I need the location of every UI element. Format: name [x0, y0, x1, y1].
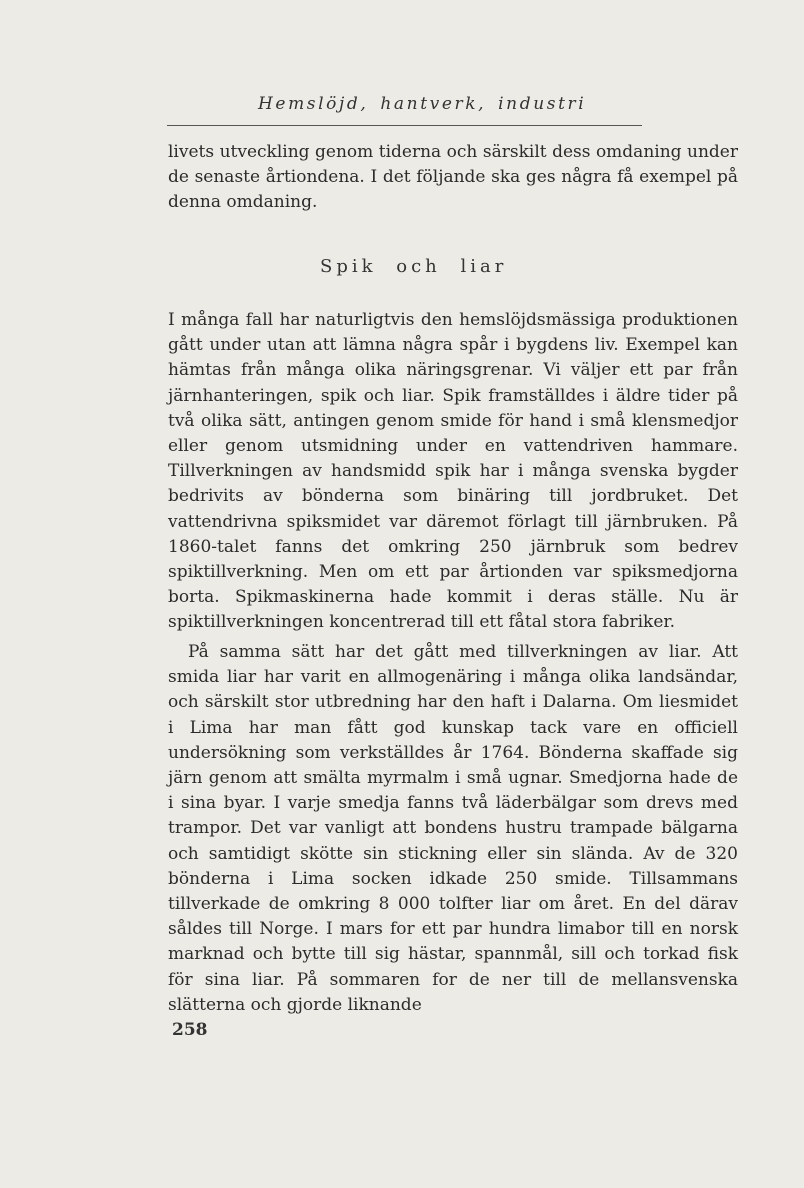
intro-paragraph: livets utveckling genom tiderna och särskilt dess omdaning under de senaste årtiondena. I det följande ska ges några få exempel på denna omdaning.	[168, 142, 738, 213]
section-title: Spik och liar	[320, 256, 508, 277]
running-head: Hemslöjd, hantverk, industri	[258, 94, 587, 114]
header-rule	[167, 125, 642, 126]
body-paragraph-2: På samma sätt har det gått med tillverkningen av liar. Att smida liar har varit en allmogenäring i många olika landsändar, och särskilt stor utbredning har den haft i Dalarna. Om liesmidet i Lima har man fått god kunskap tack vare en officiell undersökning som verkställdes år 1764. Bönderna skaffade sig järn genom att smälta myrmalm i små ugnar. Smedjorna hade de i sina byar. I varje smedja fanns två läderbälgar som drevs med trampor. Det var vanligt att bondens hustru trampade bälgarna och samtidigt skötte sin stickning eller sin slända. Av de 320 bönderna i Lima socken idkade 250 smide. Tillsammans tillverkade de omkring 8 000 tolfter liar om året. En del därav såldes till Norge. I mars for ett par hundra limabor till en norsk marknad och bytte till sig hästar, spannmål, sill och torkad fisk för sina liar. På sommaren for de ner till de mellansvenska slätterna och gjorde liknande	[168, 642, 738, 1015]
body-paragraph-1: I många fall har naturligtvis den hemslöjdsmässiga produktionen gått under utan att lämna några spår i bygdens liv. Exempel kan hämtas från många olika näringsgrenar. Vi väljer ett par från järnhanteringen, spik och liar. Spik framställdes i äldre tider på två olika sätt, antingen genom smide för hand i små klensmedjor eller genom utsmidning under en vattendriven hammare. Tillverkningen av handsmidd spik har i många svenska bygder bedrivits av bönderna som binäring till jordbruket. Det vattendrivna spiksmidet var däremot förlagt till järnbruken. På 1860-talet fanns det omkring 250 järnbruk som bedrev spiktillverkning. Men om ett par årtionden var spiksmedjorna borta. Spikmaskinerna hade kommit i deras ställe. Nu är spiktillverkningen koncentrerad till ett fåtal stora fabriker.	[168, 310, 738, 633]
page-number: 258	[172, 1020, 208, 1040]
